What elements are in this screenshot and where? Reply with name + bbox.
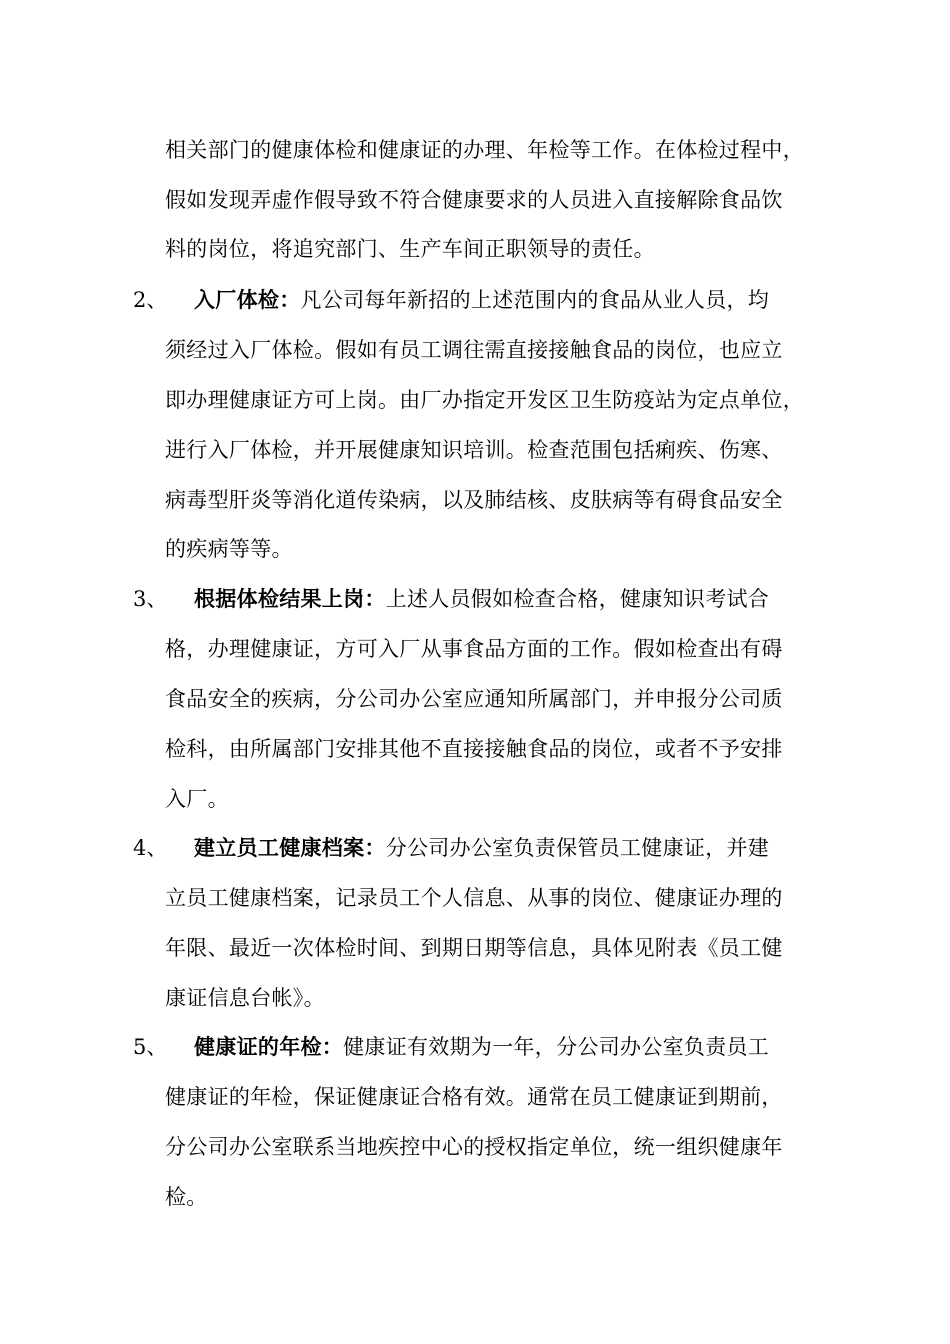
item-line: 康证信息台帐》。 <box>165 986 325 1010</box>
item-number: 5、 <box>133 1035 168 1059</box>
item-first-line <box>194 287 769 313</box>
item-first-line <box>194 835 769 861</box>
item-line: 检科，由所属部门安排其他不直接接触食品的岗位，或者不予安排 <box>165 737 783 761</box>
item-line: 食品安全的疾病，分公司办公室应通知所属部门，并申报分公司质 <box>165 687 783 711</box>
item-heading: 健康证的年检： <box>194 1034 344 1059</box>
intro-line: 相关部门的健康体检和健康证的办理、年检等工作。在体检过程中， <box>165 138 804 162</box>
item-text: 上述人员假如检查合格，健康知识考试合 <box>385 587 770 611</box>
item-line: 病毒型肝炎等消化道传染病，以及肺结核、皮肤病等有碍食品安全 <box>165 488 783 512</box>
item-text: 健康证有效期为一年，分公司办公室负责员工 <box>343 1035 770 1059</box>
item-line: 的疾病等等。 <box>165 537 293 561</box>
item-heading: 根据体检结果上岗： <box>194 586 386 611</box>
item-number: 4、 <box>133 836 168 860</box>
item-heading: 入厂体检： <box>194 287 301 312</box>
intro-line: 假如发现弄虚作假导致不符合健康要求的人员进入直接解除食品饮 <box>165 188 783 212</box>
item-line: 即办理健康证方可上岗。由厂办指定开发区卫生防疫站为定点单位， <box>165 388 804 412</box>
item-line: 入厂。 <box>165 787 229 811</box>
item-line: 分公司办公室联系当地疾控中心的授权指定单位，统一组织健康年 <box>165 1135 783 1159</box>
item-line: 年限、最近一次体检时间、到期日期等信息，具体见附表《员工健 <box>165 936 783 960</box>
item-line: 格，办理健康证，方可入厂从事食品方面的工作。假如检查出有碍 <box>165 637 783 661</box>
item-first-line <box>194 586 769 612</box>
item-line: 健康证的年检，保证健康证合格有效。通常在员工健康证到期前， <box>165 1085 783 1109</box>
item-heading: 建立员工健康档案： <box>194 835 386 860</box>
item-line: 进行入厂体检，并开展健康知识培训。检查范围包括痢疾、伤寒、 <box>165 438 783 462</box>
item-number: 3、 <box>133 587 168 611</box>
item-line: 立员工健康档案，记录员工个人信息、从事的岗位、健康证办理的 <box>165 886 783 910</box>
item-text: 凡公司每年新招的上述范围内的食品从业人员，均 <box>300 288 770 312</box>
item-line: 检。 <box>165 1185 208 1209</box>
item-text: 分公司办公室负责保管员工健康证，并建 <box>385 836 770 860</box>
item-number: 2、 <box>133 288 168 312</box>
item-line: 须经过入厂体检。假如有员工调往需直接接触食品的岗位，也应立 <box>165 338 783 362</box>
intro-line: 料的岗位，将追究部门、生产车间正职领导的责任。 <box>165 237 655 261</box>
item-first-line <box>194 1034 769 1060</box>
